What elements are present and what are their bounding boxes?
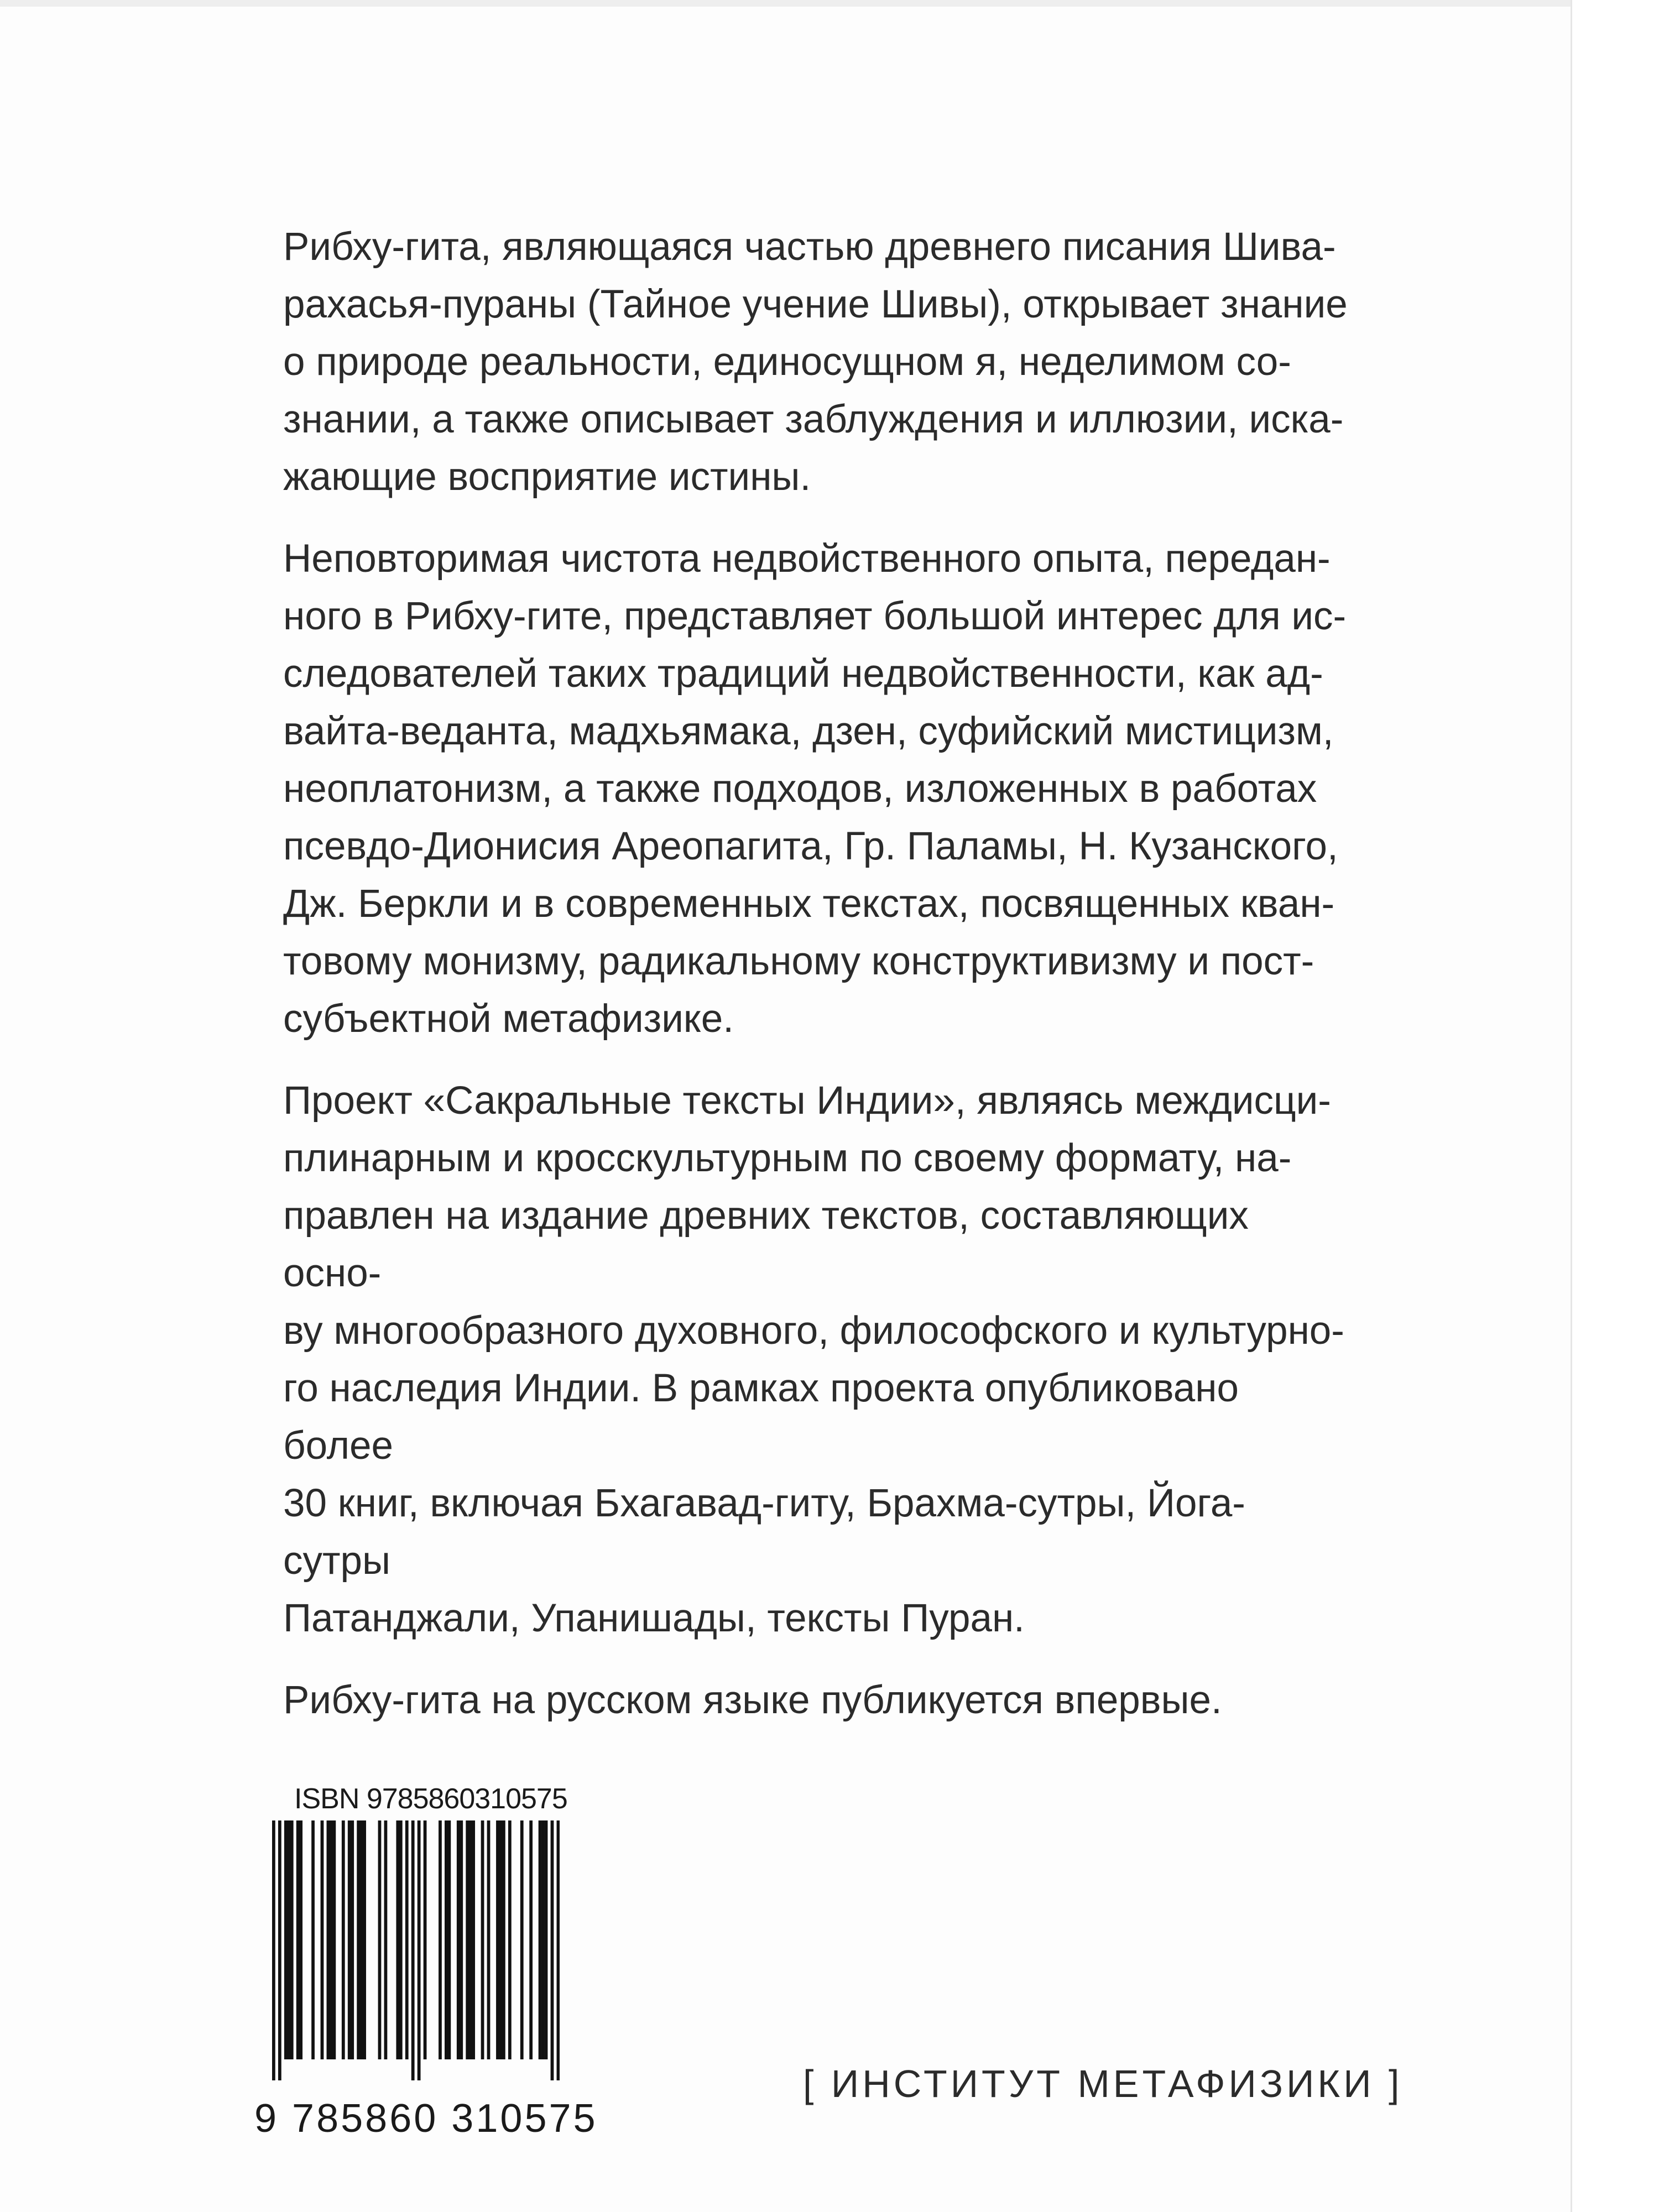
barcode-bar (332, 1820, 336, 2059)
barcode-bar (472, 1820, 475, 2059)
barcode-bar (545, 1820, 548, 2059)
barcode-bar (405, 1820, 409, 2059)
isbn-label: ISBN 9785860310575 (294, 1783, 567, 1815)
barcode-bar (469, 1820, 472, 2059)
cover-top-edge (0, 0, 1582, 7)
barcode-bar (424, 1820, 427, 2059)
barcode-bar (287, 1820, 290, 2059)
barcode-bar (466, 1820, 469, 2059)
barcode-bar (557, 1820, 560, 2080)
barcode-bar (296, 1820, 300, 2059)
barcode-bar (460, 1820, 463, 2059)
barcode-bar (520, 1820, 524, 2059)
barcode-bar (327, 1820, 330, 2059)
barcode-bar (311, 1820, 315, 2059)
description-paragraph-1: Рибху-гита, являющаяся частью древнего писания Шива- рахасья-пураны (Тайное учение Шивы), открывает знание о природе реальности, единосущном я, неделимом со- знании, а также описывает заблуждения и иллюзии, иска- жающие восприятие истины. (283, 225, 1348, 499)
barcode-bar (330, 1820, 333, 2059)
barcode-bar (290, 1820, 294, 2059)
barcode-bar (502, 1820, 505, 2059)
barcode-bar (348, 1820, 351, 2059)
barcode-bar (378, 1820, 382, 2059)
barcode-bar (411, 1820, 415, 2080)
cover-right-margin (1571, 0, 1659, 2212)
barcode-bar (487, 1820, 491, 2059)
barcode-bar (321, 1820, 324, 2059)
barcode-bar (447, 1820, 451, 2059)
barcode-bar (351, 1820, 354, 2059)
barcode-bar (363, 1820, 366, 2059)
barcode-bar (481, 1820, 484, 2059)
barcode-bar (284, 1820, 288, 2059)
description-text (283, 218, 1350, 1754)
barcode-bar (529, 1820, 533, 2059)
barcode-bar (342, 1820, 345, 2059)
barcode-bar (299, 1820, 302, 2059)
barcode-bar (396, 1820, 399, 2059)
description-paragraph-4: Рибху-гита на русском языке публикуется впервые. (283, 1678, 1222, 1722)
barcode-bar (272, 1820, 275, 2080)
barcode-bar (496, 1820, 499, 2059)
barcode-bar (278, 1820, 281, 2080)
barcode-bar (360, 1820, 363, 2059)
publisher-name: [ ИНСТИТУТ МЕТАФИЗИКИ ] (803, 2062, 1403, 2105)
barcode-bar (439, 1820, 442, 2059)
isbn-barcode (272, 1820, 560, 2080)
barcode-bar (541, 1820, 545, 2059)
barcode-bar (384, 1820, 388, 2059)
barcode-bar (539, 1820, 542, 2059)
barcode-bar (551, 1820, 554, 2080)
barcode-bar (499, 1820, 503, 2059)
barcode-bar (457, 1820, 460, 2059)
barcode-bar (508, 1820, 512, 2059)
barcode-bar (357, 1820, 360, 2059)
barcode-bar (445, 1820, 448, 2059)
barcode-number: 9 785860 310575 (254, 2096, 598, 2141)
description-paragraph-3: Проект «Сакральные тексты Индии», являясь междисци- плинарным и кросскультурным по своему формату, на- правлен на издание древних текстов, составляющих осно- ву многообразного духовного, философского и культурно- го наследия Индии. В рамках проекта опубликовано более 30 книг, включая Бхагавад-гиту, Брахма-сутры, Йога-сутры Патанджали, Упанишады, тексты Пуран. (283, 1079, 1344, 1640)
barcode-bar (399, 1820, 403, 2059)
barcode-bar (418, 1820, 421, 2080)
description-paragraph-2: Неповторимая чистота недвойственного опыта, передан- ного в Рибху-гите, представляет большой интерес для ис- следователей таких традиций недвойственности, как ад- вайта-веданта, мадхьямака, дзен, суфийский мистицизм, неоплатонизм, а также подходов, изложенных в работах псевдо-Дионисия Ареопагита, Гр. Паламы, Н. Кузанского, Дж. Беркли и в современных текстах, посвященных кван- товому монизму, радикальному конструктивизму и пост- субъектной метафизике. (283, 537, 1347, 1041)
